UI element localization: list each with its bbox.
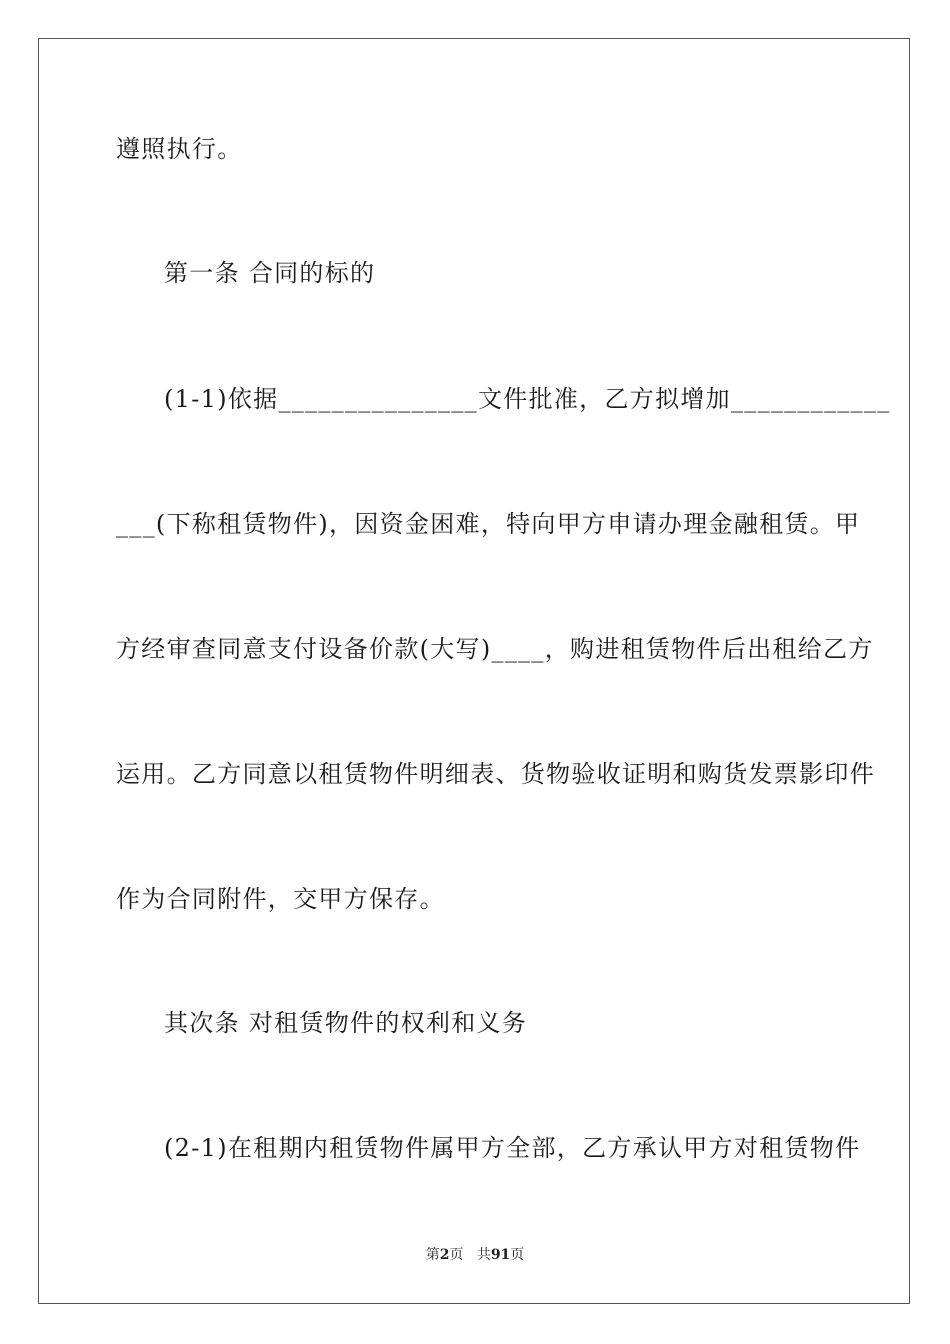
page-unit: 页 (449, 1247, 464, 1263)
text-line-7: 作为合同附件，交甲方保存。 (116, 885, 445, 913)
page-prefix: 第 (425, 1247, 440, 1263)
text-line-1: 遵照执行。 (116, 135, 243, 163)
text-line-6: 运用。乙方同意以租赁物件明细表、货物验收证明和购货发票影印件 (116, 760, 875, 788)
article-1-heading: 第一条 合同的标的 (164, 259, 376, 287)
page-footer (0, 1246, 950, 1264)
article-2-heading: 其次条 对租赁物件的权利和义务 (164, 1009, 528, 1037)
total-unit: 页 (510, 1247, 525, 1263)
text-line-3: (1-1)依据_______________文件批准，乙方拟增加____________ (164, 385, 891, 413)
page-number: 2 (439, 1247, 450, 1263)
text-line-5: 方经审查同意支付设备价款(大写)____，购进租赁物件后出租给乙方 (116, 635, 874, 663)
total-pages: 91 (490, 1247, 511, 1263)
page-frame (38, 38, 910, 1304)
total-prefix: 共 (476, 1247, 491, 1263)
text-line-4: ___(下称租赁物件)，因资金困难，特向甲方申请办理金融租赁。甲 (116, 510, 861, 538)
text-line-9: (2-1)在租期内租赁物件属甲方全部，乙方承认甲方对租赁物件 (164, 1134, 861, 1162)
